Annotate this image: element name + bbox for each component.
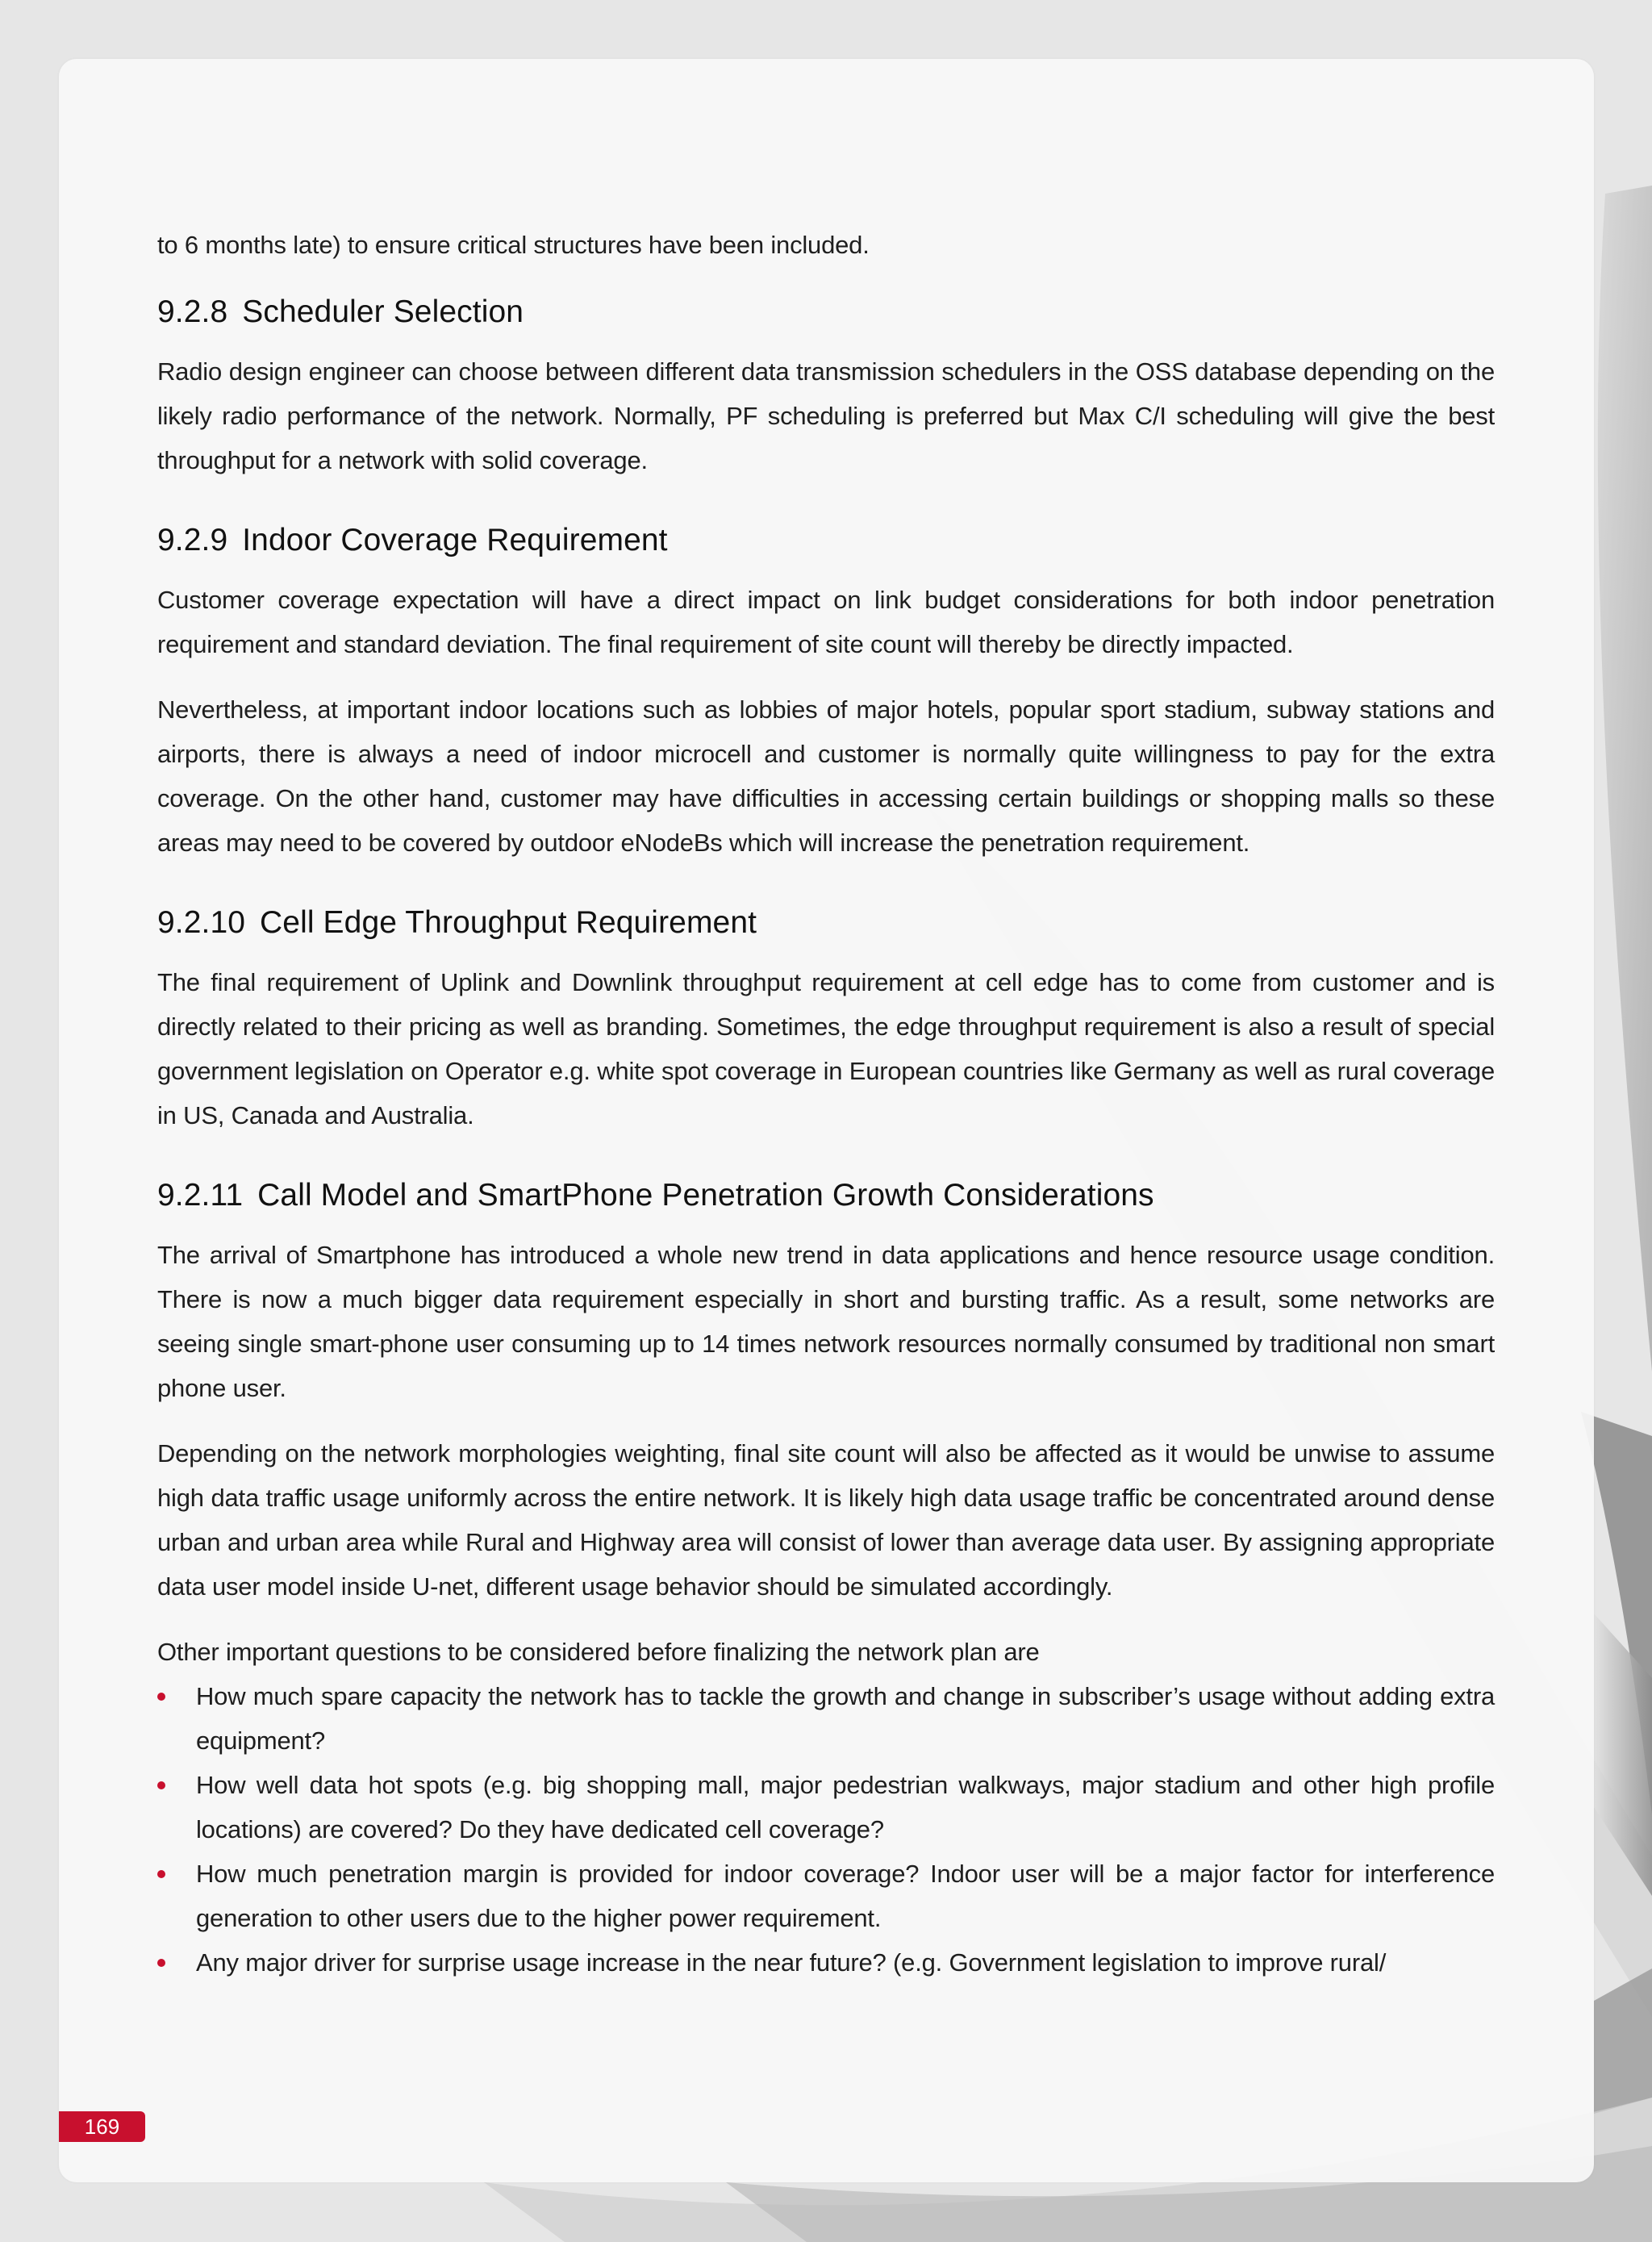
list-intro: Other important questions to be considered before finalizing the network plan are: [157, 1638, 1040, 1666]
document-body: [157, 224, 1495, 1985]
section-number: 9.2.10: [157, 905, 246, 940]
section-number: 9.2.8: [157, 294, 228, 329]
section-heading-9-2-11: [157, 1173, 1495, 1218]
paragraph: The final requirement of Uplink and Downlink throughput requirement at cell edge has to come from customer and is directly related to their pricing as well as branding. Sometimes, the edge throughput requirement is also a result of special government legislation on Operator e.g. white spot coverage in European countries like Germany as well as rural coverage in US, Canada and Australia.: [157, 968, 1495, 1129]
list-item-text: How well data hot spots (e.g. big shopping mall, major pedestrian walkways, major stadium and other high profile locations) are covered? Do they have dedicated cell coverage?: [196, 1771, 1495, 1843]
list-item: [157, 1940, 1495, 1985]
section-title: Scheduler Selection: [242, 294, 524, 329]
bullet-icon: [157, 1781, 165, 1789]
paragraph: Depending on the network morphologies weighting, final site count will also be affected as it would be unwise to assume high data traffic usage uniformly across the entire network. It is likely high data usage traffic be concentrated around dense urban and urban area while Rural and Highway area will consist of lower than average data user. By assigning appropriate data user model inside U-net, different usage behavior should be simulated accordingly.: [157, 1439, 1495, 1601]
bullet-icon: [157, 1959, 165, 1967]
list-item-text: How much spare capacity the network has to tackle the growth and change in subscriber’s usage without adding extra equipment?: [196, 1682, 1495, 1755]
list-item: [157, 1674, 1495, 1763]
section-title: Indoor Coverage Requirement: [242, 523, 668, 557]
section-number: 9.2.9: [157, 523, 228, 557]
list-item-text: Any major driver for surprise usage increase in the near future? (e.g. Government legislation to improve rural/: [196, 1948, 1387, 1977]
bullet-icon: [157, 1693, 165, 1701]
paragraph: Customer coverage expectation will have a direct impact on link budget considerations for both indoor penetration requirement and standard deviation. The final requirement of site count will thereby be directly impacted.: [157, 586, 1495, 658]
paragraph: Radio design engineer can choose between different data transmission schedulers in the OSS database depending on the likely radio performance of the network. Normally, PF scheduling is preferred but Max C/I scheduling will give the best throughput for a network with solid coverage.: [157, 357, 1495, 474]
bullet-icon: [157, 1870, 165, 1878]
section-title: Cell Edge Throughput Requirement: [260, 905, 757, 940]
paragraph: The arrival of Smartphone has introduced a whole new trend in data applications and hence resource usage condition. There is now a much bigger data requirement especially in short and bursting traffic. As a result, some networks are seeing single smart-phone user consuming up to 14 times network resources normally consumed by traditional non smart phone user.: [157, 1241, 1495, 1402]
section-number: 9.2.11: [157, 1178, 244, 1213]
list-item: [157, 1852, 1495, 1940]
list-item-text: How much penetration margin is provided for indoor coverage? Indoor user will be a major factor for interference generation to other users due to the higher power requirement.: [196, 1860, 1495, 1932]
questions-list: [157, 1674, 1495, 1985]
section-heading-9-2-9: [157, 518, 1495, 563]
paragraph: Nevertheless, at important indoor locations such as lobbies of major hotels, popular sport stadium, subway stations and airports, there is always a need of indoor microcell and customer is normally quite willingness to pay for the extra coverage. On the other hand, customer may have difficulties in accessing certain buildings or shopping malls so these areas may need to be covered by outdoor eNodeBs which will increase the penetration requirement.: [157, 695, 1495, 857]
section-heading-9-2-10: [157, 900, 1495, 946]
intro-paragraph: to 6 months late) to ensure critical structures have been included.: [157, 231, 870, 259]
section-heading-9-2-8: [157, 290, 1495, 335]
section-title: Call Model and SmartPhone Penetration Growth Considerations: [257, 1178, 1154, 1213]
page-number-badge: 169: [59, 2111, 145, 2142]
list-item: [157, 1763, 1495, 1852]
